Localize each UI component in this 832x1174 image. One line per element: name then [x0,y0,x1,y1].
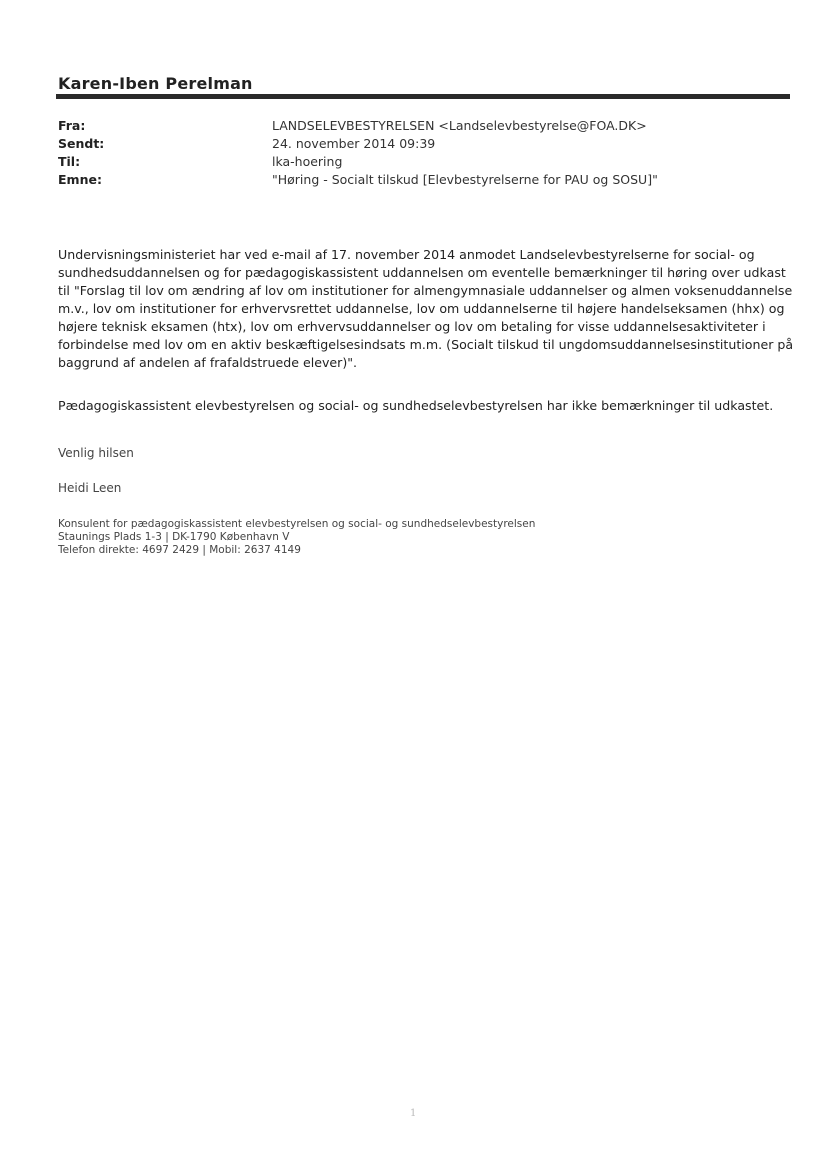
signature-phone: Telefon direkte: 4697 2429 | Mobil: 2637 4149 [58,544,301,556]
sender-name: Karen-Iben Perelman [58,74,253,93]
signature-block [58,518,535,557]
signer-name: Heidi Leen [58,481,122,495]
header-row-to [58,153,798,171]
to-label: Til: [58,154,81,169]
paragraph-line: baggrund af andelen af frafaldstruede elever)". [58,355,358,370]
subject-value: "Høring - Socialt tilskud [Elevbestyrelserne for PAU og SOSU]" [272,172,658,187]
header-rule [56,94,790,99]
paragraph-line: Undervisningsministeriet har ved e-mail af 17. november 2014 anmodet Landselevbestyrelserne for social- og [58,247,755,262]
closing-greeting: Venlig hilsen [58,446,134,460]
page-number: 1 [410,1108,417,1119]
paragraph-line: m.v., lov om institutioner for erhvervsrettet uddannelse, lov om uddannelserne til højere handelseksamen (hhx) og [58,301,785,316]
signature-address: Staunings Plads 1-3 | DK-1790 København V [58,531,290,543]
paragraph-line: til "Forslag til lov om ændring af lov om institutioner for almengymnasiale uddannelser og almen voksenuddannelse [58,283,793,298]
subject-label: Emne: [58,172,102,187]
header-row-subject [58,171,798,189]
paragraph-line: højere teknisk eksamen (htx), lov om erhvervsuddannelser og lov om betaling for visse uddannelsesaktiviteter i [58,319,766,334]
header-row-from [58,117,798,135]
from-label: Fra: [58,118,86,133]
from-value: LANDSELEVBESTYRELSEN <Landselevbestyrelse@FOA.DK> [272,118,647,133]
sent-value: 24. november 2014 09:39 [272,136,436,151]
paragraph-line: sundhedsuddannelsen og for pædagogiskassistent uddannelsen om eventelle bemærkninger til høring over udkast [58,265,786,280]
sent-label: Sendt: [58,136,105,151]
email-headers [58,117,798,189]
body-paragraph-2: Pædagogiskassistent elevbestyrelsen og social- og sundhedselevbestyrelsen har ikke bemærkninger til udkastet. [58,398,774,413]
body-paragraph-1 [58,246,794,372]
signature-title: Konsulent for pædagogiskassistent elevbestyrelsen og social- og sundhedselevbestyrelsen [58,518,536,530]
email-body [58,246,794,372]
paragraph-line: forbindelse med lov om en aktiv beskæftigelsesindsats m.m. (Socialt tilskud til ungdomsuddannelsesinstitutioner på [58,337,794,352]
header-row-sent [58,135,798,153]
to-value: lka-hoering [272,154,343,169]
